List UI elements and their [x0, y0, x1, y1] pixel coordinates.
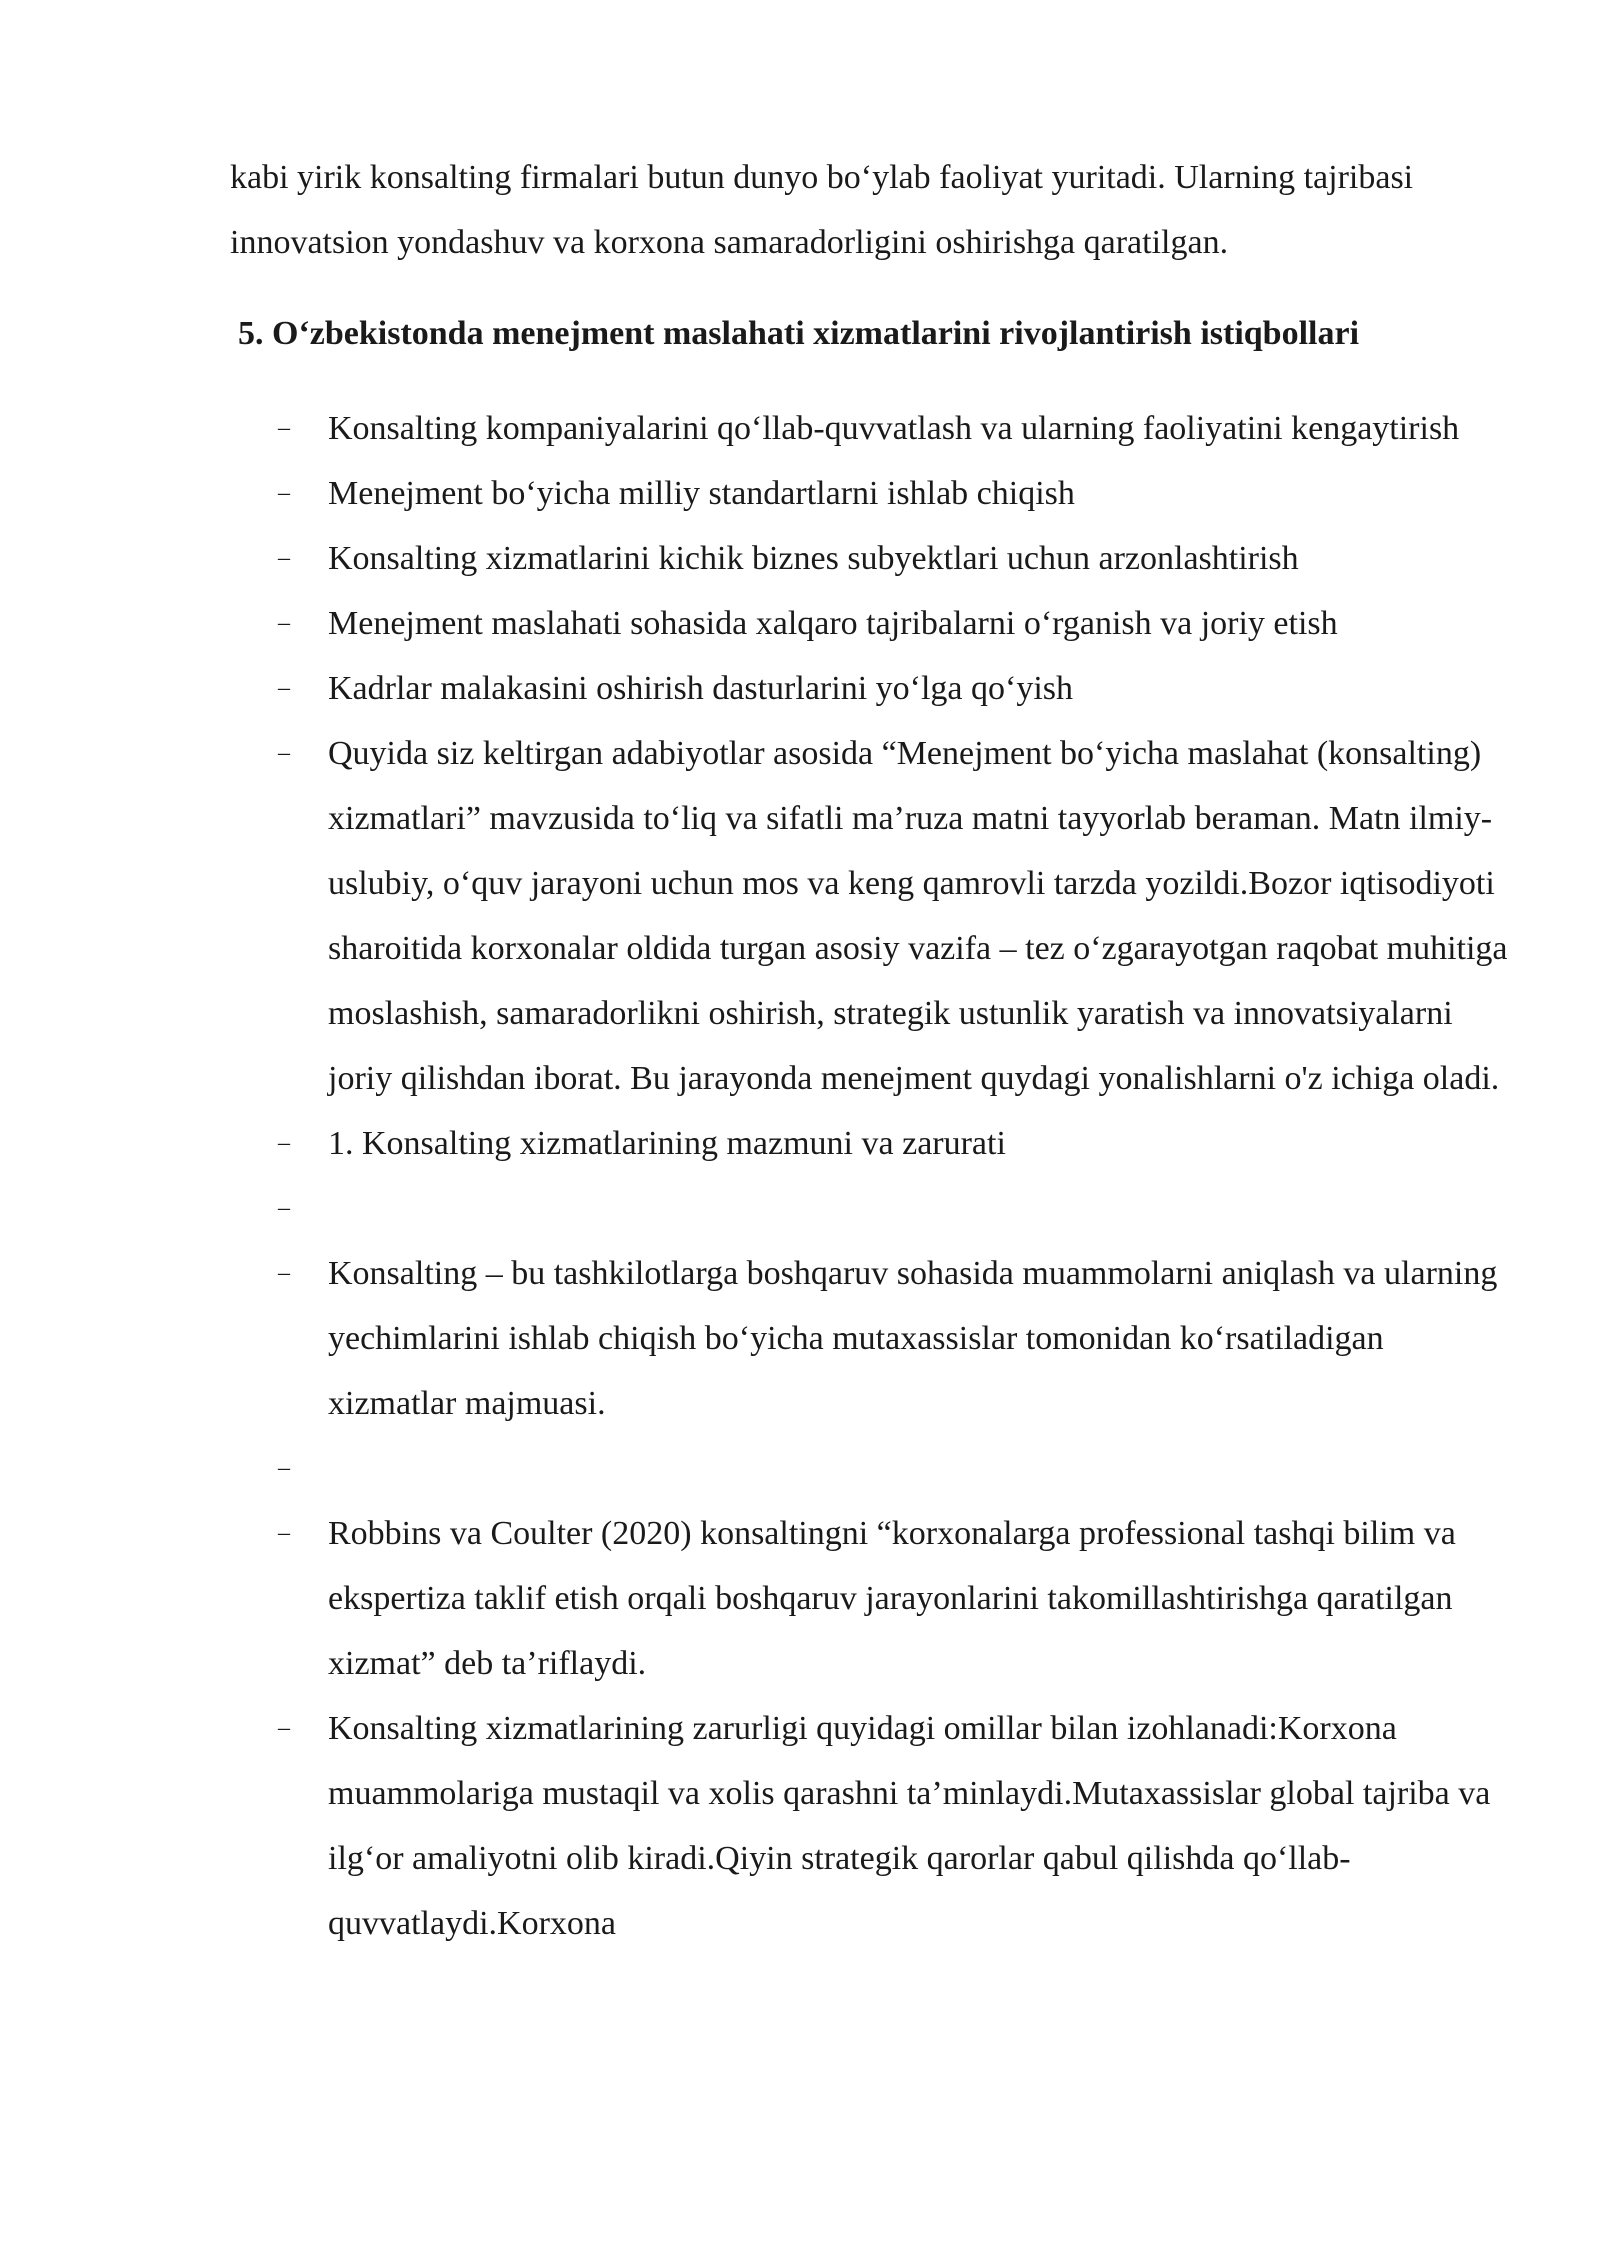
dash-bullet: –: [278, 740, 290, 766]
dash-list: [230, 396, 1510, 1956]
dash-bullet: –: [278, 1130, 290, 1156]
list-item: [230, 721, 1510, 1111]
section-heading: 5. O‘zbekistonda menejment maslahati xizmatlarini rivojlantirish istiqbollari: [238, 315, 1360, 352]
list-item-empty: [230, 1176, 1510, 1241]
list-item-text: Kadrlar malakasini oshirish dasturlarini yo‘lga qo‘yish: [328, 670, 1073, 707]
dash-bullet: –: [278, 1260, 290, 1286]
list-item-text: Konsalting kompaniyalarini qo‘llab-quvvatlash va ularning faoliyatini kengaytirish: [328, 410, 1460, 447]
list-item-text: Menejment bo‘yicha milliy standartlarni ishlab chiqish: [328, 475, 1075, 512]
list-item: [230, 396, 1510, 461]
dash-bullet: –: [278, 675, 290, 701]
intro-paragraph: kabi yirik konsalting firmalari butun dunyo bo‘ylab faoliyat yuritadi. Ularning tajribasi innovatsion yondashuv va korxona samaradorligini oshirishga qaratilgan.: [230, 159, 1414, 261]
list-item: [230, 656, 1510, 721]
list-item: [230, 461, 1510, 526]
list-item: [230, 1241, 1510, 1436]
list-item: [230, 1111, 1510, 1176]
dash-bullet: –: [278, 1455, 290, 1481]
dash-bullet: –: [278, 610, 290, 636]
page-content: [230, 145, 1510, 1956]
dash-bullet: –: [278, 1715, 290, 1741]
list-item-text: Menejment maslahati sohasida xalqaro tajribalarni o‘rganish va joriy etish: [328, 605, 1338, 642]
list-item-empty: [230, 1436, 1510, 1501]
dash-bullet: –: [278, 480, 290, 506]
list-item-text: 1. Konsalting xizmatlarining mazmuni va zarurati: [328, 1125, 1006, 1162]
list-item: [230, 1501, 1510, 1696]
list-item: [230, 526, 1510, 591]
list-item-text: Konsalting xizmatlarining zarurligi quyidagi omillar bilan izohlanadi:Korxona muammolariga mustaqil va xolis qarashni ta’minlaydi.Mutaxassislar global tajriba va ilg‘or amaliyotni olib kiradi.Qiyin strategik qarorlar qabul qilishda qo‘llab-quvvatlaydi.Korxona: [328, 1710, 1491, 1942]
dash-bullet: –: [278, 1195, 290, 1221]
dash-bullet: –: [278, 545, 290, 571]
list-item-text: Robbins va Coulter (2020) konsaltingni “korxonalarga professional tashqi bilim va ekspertiza taklif etish orqali boshqaruv jarayonlarini takomillashtirishga qaratilgan xizmat” deb ta’riflaydi.: [328, 1515, 1456, 1682]
list-item: [230, 591, 1510, 656]
list-item-text: Quyida siz keltirgan adabiyotlar asosida “Menejment bo‘yicha maslahat (konsalting) xizmatlari” mavzusida to‘liq va sifatli ma’ruza matni tayyorlab beraman. Matn ilmiy-uslubiy, o‘quv jarayoni uchun mos va keng qamrovli tarzda yozildi.Bozor iqtisodiyoti sharoitida korxonalar oldida turgan asosiy vazifa – tez o‘zgarayotgan raqobat muhitiga moslashish, samaradorlikni oshirish, strategik ustunlik yaratish va innovatsiyalarni joriy qilishdan iborat. Bu jarayonda menejment quydagi yonalishlarni o'z ichiga oladi.: [328, 735, 1508, 1097]
dash-bullet: –: [278, 415, 290, 441]
list-item: [230, 1696, 1510, 1956]
list-item-text: Konsalting xizmatlarini kichik biznes subyektlari uchun arzonlashtirish: [328, 540, 1299, 577]
dash-bullet: –: [278, 1520, 290, 1546]
list-item-text: Konsalting – bu tashkilotlarga boshqaruv sohasida muammolarni aniqlash va ularning yechimlarini ishlab chiqish bo‘yicha mutaxassislar tomonidan ko‘rsatiladigan xizmatlar majmuasi.: [328, 1255, 1498, 1422]
